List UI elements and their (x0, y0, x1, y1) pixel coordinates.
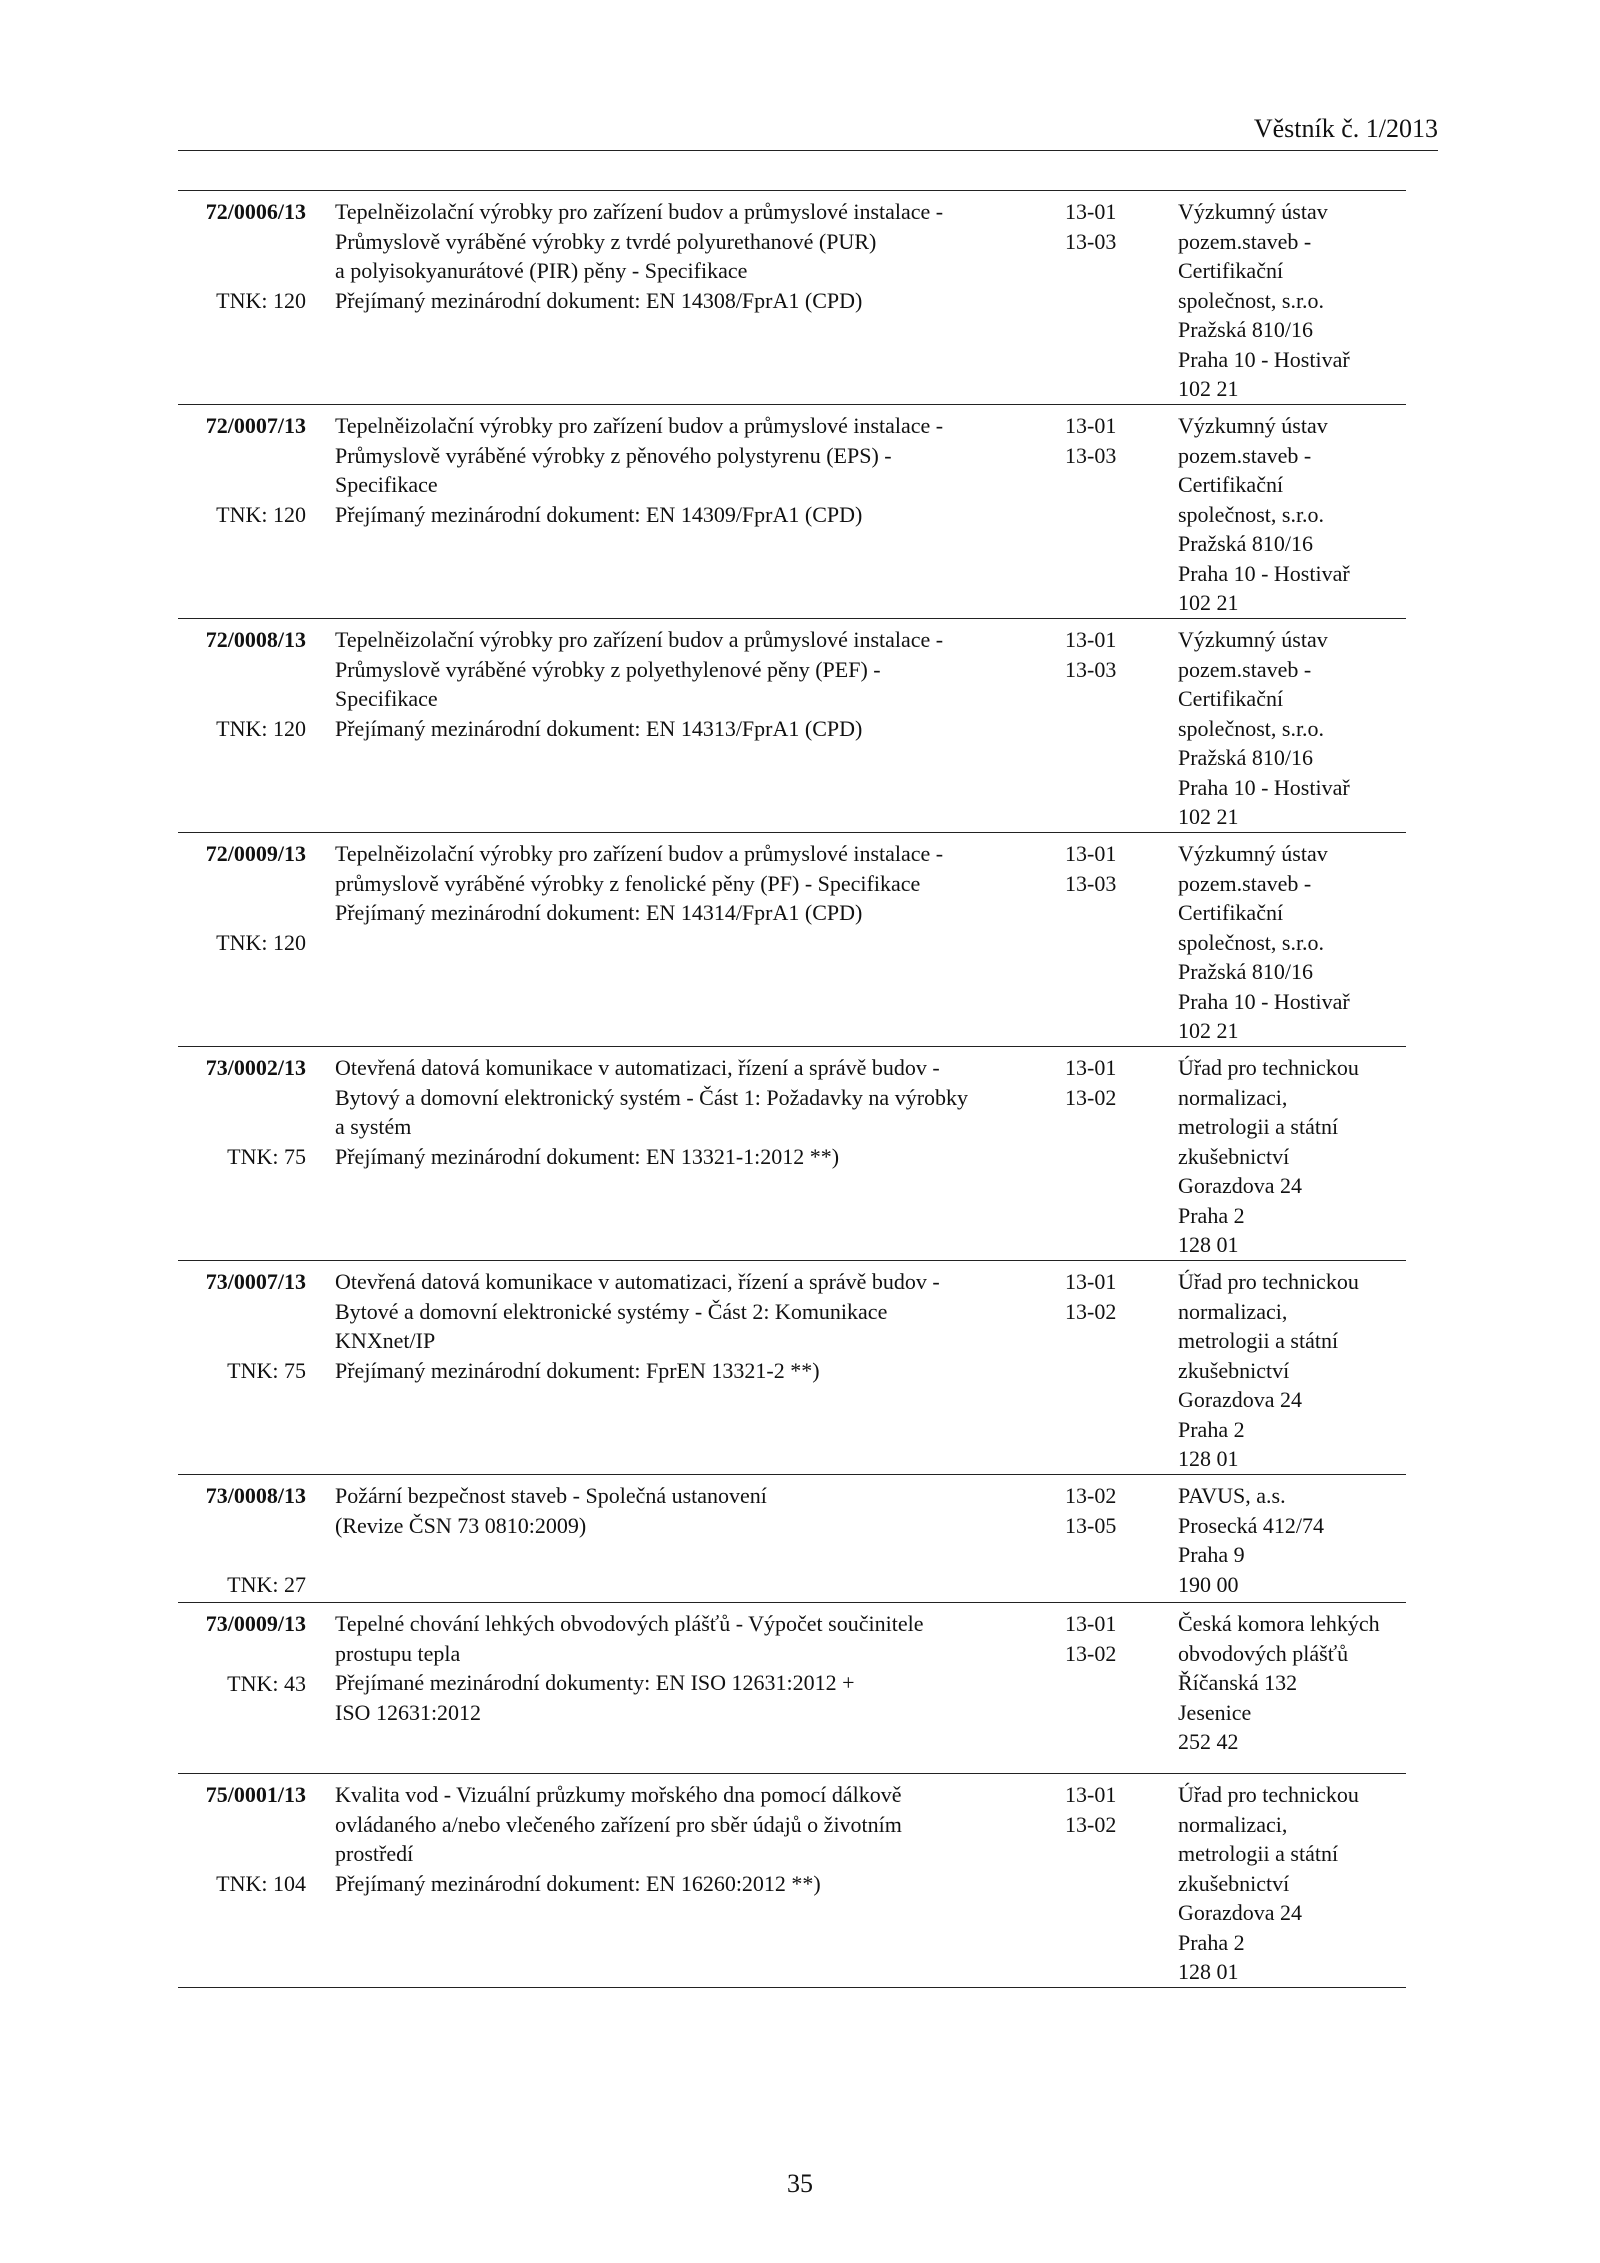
code-value: 13-02 (1065, 1084, 1117, 1110)
description-line: a systém (335, 1114, 412, 1139)
table-row (178, 191, 1406, 405)
description-line: Přejímaný mezinárodní dokument: FprEN 13321-2 **) (335, 1357, 820, 1383)
tnk-label: TNK: 75 (227, 1357, 306, 1383)
tnk-label: TNK: 27 (227, 1571, 306, 1597)
description-line: Přejímaný mezinárodní dokument: EN 14313/FprA1 (CPD) (335, 715, 863, 741)
code-value: 13-01 (1065, 1782, 1117, 1807)
description-line: a polyisokyanurátové (PIR) pěny - Specifikace (335, 258, 748, 283)
bulletin-title: Věstník č. 1/2013 (1253, 114, 1438, 143)
code-value: 13-02 (1065, 1483, 1117, 1508)
organization-line: normalizaci, (1178, 1298, 1288, 1324)
description-line: Specifikace (335, 686, 438, 711)
table-row (178, 619, 1406, 833)
tnk-label: TNK: 75 (227, 1143, 306, 1169)
organization-line: Gorazdova 24 (1178, 1387, 1303, 1412)
organization-line: 128 01 (1178, 1446, 1239, 1471)
organization-line: metrologii a státní (1178, 1841, 1339, 1866)
code-value: 13-01 (1065, 1611, 1117, 1636)
organization-cell (1178, 1481, 1406, 1599)
organization-line: Jesenice (1178, 1699, 1252, 1725)
table-row (178, 1774, 1406, 1988)
standard-number: 72/0007/13 (205, 413, 306, 438)
organization-line: společnost, s.r.o. (1178, 715, 1325, 741)
organization-line: společnost, s.r.o. (1178, 929, 1325, 955)
table-body (178, 191, 1406, 1988)
description-line: Přejímaný mezinárodní dokument: EN 14309/FprA1 (CPD) (335, 501, 863, 527)
organization-cell (1178, 625, 1406, 832)
description-line: Přejímaný mezinárodní dokument: EN 13321-1:2012 **) (335, 1143, 840, 1169)
description-line: Přejímaný mezinárodní dokument: EN 14314/FprA1 (CPD) (335, 900, 863, 925)
organization-line: Praha 10 - Hostivař (1178, 774, 1350, 800)
organization-line: Praha 9 (1178, 1542, 1245, 1567)
organization-line: Výzkumný ústav (1178, 627, 1328, 652)
table-row (178, 1261, 1406, 1475)
organization-line: zkušebnictví (1178, 1870, 1290, 1896)
organization-line: Pražská 810/16 (1178, 959, 1314, 984)
organization-line: Pražská 810/16 (1178, 317, 1314, 342)
description-line: Kvalita vod - Vizuální průzkumy mořského dna pomocí dálkově (335, 1782, 902, 1807)
code-value: 13-03 (1065, 870, 1117, 896)
organization-line: Říčanská 132 (1178, 1670, 1298, 1695)
code-value: 13-03 (1065, 442, 1117, 468)
standard-number: 72/0008/13 (205, 627, 306, 652)
code-value: 13-01 (1065, 1269, 1117, 1294)
standard-id-cell (178, 411, 306, 529)
organization-line: 102 21 (1178, 590, 1239, 615)
description-line: Tepelněizolační výrobky pro zařízení budov a průmyslové instalace - (335, 841, 944, 866)
organization-line: Praha 2 (1178, 1416, 1245, 1442)
codes-cell (1065, 625, 1155, 684)
organization-line: Pražská 810/16 (1178, 531, 1314, 556)
tnk-label: TNK: 120 (216, 287, 306, 313)
description-line: Přejímané mezinárodní dokumenty: EN ISO 12631:2012 + (335, 1670, 855, 1695)
description-line: Otevřená datová komunikace v automatizaci, řízení a správě budov - (335, 1055, 940, 1080)
description-cell (335, 625, 1035, 743)
codes-cell (1065, 1267, 1155, 1326)
description-line: prostupu tepla (335, 1640, 461, 1666)
organization-line: metrologii a státní (1178, 1328, 1339, 1353)
organization-line: 128 01 (1178, 1959, 1239, 1984)
table-row (178, 1603, 1406, 1774)
page-number: 35 (787, 2169, 813, 2198)
organization-cell (1178, 411, 1406, 618)
standard-number: 73/0009/13 (205, 1611, 306, 1636)
description-line: Bytové a domovní elektronické systémy - Část 2: Komunikace (335, 1298, 888, 1324)
organization-line: Praha 2 (1178, 1929, 1245, 1955)
description-line: ISO 12631:2012 (335, 1699, 482, 1725)
code-value: 13-03 (1065, 656, 1117, 682)
standard-number: 72/0006/13 (205, 199, 306, 224)
organization-cell (1178, 197, 1406, 404)
description-line: Přejímaný mezinárodní dokument: EN 16260:2012 **) (335, 1870, 821, 1896)
code-value: 13-01 (1065, 627, 1117, 652)
standards-table (178, 190, 1406, 1988)
tnk-label: TNK: 120 (216, 715, 306, 741)
code-value: 13-03 (1065, 228, 1117, 254)
organization-line: 252 42 (1178, 1729, 1239, 1754)
organization-line: Praha 10 - Hostivař (1178, 988, 1350, 1014)
organization-line: obvodových plášťů (1178, 1640, 1349, 1666)
tnk-label: TNK: 43 (227, 1670, 306, 1696)
organization-cell (1178, 839, 1406, 1046)
codes-cell (1065, 839, 1155, 898)
organization-line: pozem.staveb - (1178, 870, 1312, 896)
organization-line: pozem.staveb - (1178, 442, 1312, 468)
organization-line: společnost, s.r.o. (1178, 287, 1325, 313)
organization-line: 190 00 (1178, 1571, 1239, 1597)
standard-number: 72/0009/13 (205, 841, 306, 866)
organization-line: Úřad pro technickou (1178, 1269, 1359, 1294)
organization-line: Praha 2 (1178, 1202, 1245, 1228)
code-value: 13-02 (1065, 1811, 1117, 1837)
codes-cell (1065, 411, 1155, 470)
organization-line: společnost, s.r.o. (1178, 501, 1325, 527)
organization-line: Praha 10 - Hostivař (1178, 346, 1350, 372)
standard-number: 75/0001/13 (205, 1782, 306, 1807)
description-line: Tepelněizolační výrobky pro zařízení budov a průmyslové instalace - (335, 199, 944, 224)
description-line: KNXnet/IP (335, 1328, 436, 1353)
organization-line: 102 21 (1178, 376, 1239, 401)
organization-cell (1178, 1267, 1406, 1474)
organization-line: Certifikační (1178, 258, 1284, 283)
organization-line: pozem.staveb - (1178, 656, 1312, 682)
description-line: Specifikace (335, 472, 438, 497)
codes-cell (1065, 1609, 1155, 1668)
code-value: 13-01 (1065, 413, 1117, 438)
organization-line: PAVUS, a.s. (1178, 1483, 1286, 1508)
organization-line: Pražská 810/16 (1178, 745, 1314, 770)
standard-id-cell (178, 1053, 306, 1171)
standard-id-cell (178, 625, 306, 743)
organization-line: Česká komora lehkých (1178, 1611, 1380, 1636)
description-line: Tepelněizolační výrobky pro zařízení budov a průmyslové instalace - (335, 627, 944, 652)
organization-line: 128 01 (1178, 1232, 1239, 1257)
codes-cell (1065, 1780, 1155, 1839)
description-line: Přejímaný mezinárodní dokument: EN 14308/FprA1 (CPD) (335, 287, 863, 313)
description-cell (335, 1780, 1035, 1898)
organization-cell (1178, 1780, 1406, 1987)
table-row (178, 405, 1406, 619)
standard-id-cell (178, 197, 306, 315)
description-cell (335, 197, 1035, 315)
code-value: 13-01 (1065, 841, 1117, 866)
description-line: ovládaného a/nebo vlečeného zařízení pro sběr údajů o životním (335, 1811, 902, 1837)
description-line: Otevřená datová komunikace v automatizaci, řízení a správě budov - (335, 1269, 940, 1294)
standard-id-cell (178, 1609, 306, 1698)
description-cell (335, 839, 1035, 928)
organization-line: zkušebnictví (1178, 1357, 1290, 1383)
organization-line: Úřad pro technickou (1178, 1782, 1359, 1807)
description-cell (335, 411, 1035, 529)
organization-line: pozem.staveb - (1178, 228, 1312, 254)
table-row (178, 1475, 1406, 1603)
page-header (178, 108, 1438, 151)
description-line: (Revize ČSN 73 0810:2009) (335, 1512, 587, 1538)
description-line: prostředí (335, 1841, 414, 1866)
organization-line: Výzkumný ústav (1178, 199, 1328, 224)
codes-cell (1065, 1481, 1155, 1540)
organization-line: Prosecká 412/74 (1178, 1512, 1325, 1538)
standard-number: 73/0007/13 (205, 1269, 306, 1294)
organization-line: Úřad pro technickou (1178, 1055, 1359, 1080)
description-line: Průmyslově vyráběné výrobky z polyethylenové pěny (PEF) - (335, 656, 881, 682)
description-cell (335, 1053, 1035, 1171)
tnk-label: TNK: 120 (216, 929, 306, 955)
organization-line: normalizaci, (1178, 1811, 1288, 1837)
organization-line: Výzkumný ústav (1178, 841, 1328, 866)
standard-number: 73/0002/13 (205, 1055, 306, 1080)
organization-cell (1178, 1053, 1406, 1260)
organization-line: 102 21 (1178, 1018, 1239, 1043)
standard-id-cell (178, 1780, 306, 1898)
table-row (178, 833, 1406, 1047)
description-line: průmyslově vyráběné výrobky z fenolické pěny (PF) - Specifikace (335, 870, 921, 896)
codes-cell (1065, 1053, 1155, 1112)
organization-line: Certifikační (1178, 900, 1284, 925)
organization-line: Gorazdova 24 (1178, 1173, 1303, 1198)
standard-number: 73/0008/13 (205, 1483, 306, 1508)
description-line: Tepelné chování lehkých obvodových plášťů - Výpočet součinitele (335, 1611, 924, 1636)
standard-id-cell (178, 1481, 306, 1599)
organization-line: Výzkumný ústav (1178, 413, 1328, 438)
description-line: Průmyslově vyráběné výrobky z tvrdé polyurethanové (PUR) (335, 228, 877, 254)
standard-id-cell (178, 1267, 306, 1385)
code-value: 13-05 (1065, 1512, 1117, 1538)
code-value: 13-01 (1065, 199, 1117, 224)
organization-cell (1178, 1609, 1406, 1757)
code-value: 13-01 (1065, 1055, 1117, 1080)
organization-line: Certifikační (1178, 472, 1284, 497)
tnk-label: TNK: 104 (216, 1870, 306, 1896)
organization-line: 102 21 (1178, 804, 1239, 829)
organization-line: Certifikační (1178, 686, 1284, 711)
tnk-label: TNK: 120 (216, 501, 306, 527)
standard-id-cell (178, 839, 306, 957)
organization-line: normalizaci, (1178, 1084, 1288, 1110)
code-value: 13-02 (1065, 1640, 1117, 1666)
codes-cell (1065, 197, 1155, 256)
organization-line: metrologii a státní (1178, 1114, 1339, 1139)
description-cell (335, 1481, 1035, 1540)
description-line: Požární bezpečnost staveb - Společná ustanovení (335, 1483, 767, 1508)
code-value: 13-02 (1065, 1298, 1117, 1324)
organization-line: Gorazdova 24 (1178, 1900, 1303, 1925)
organization-line: Praha 10 - Hostivař (1178, 560, 1350, 586)
description-cell (335, 1609, 1035, 1727)
description-cell (335, 1267, 1035, 1385)
organization-line: zkušebnictví (1178, 1143, 1290, 1169)
description-line: Bytový a domovní elektronický systém - Část 1: Požadavky na výrobky (335, 1084, 969, 1110)
table-row (178, 1047, 1406, 1261)
description-line: Tepelněizolační výrobky pro zařízení budov a průmyslové instalace - (335, 413, 944, 438)
description-line: Průmyslově vyráběné výrobky z pěnového polystyrenu (EPS) - (335, 442, 892, 468)
